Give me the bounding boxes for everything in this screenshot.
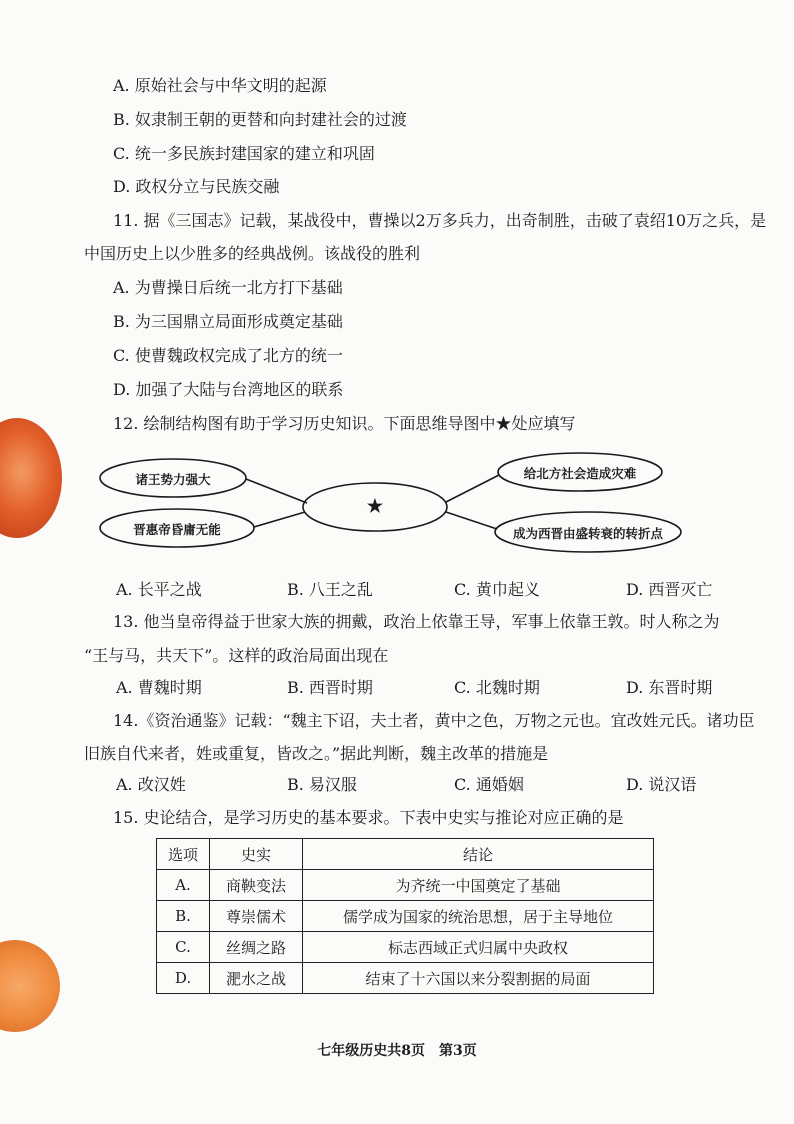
table-cell-conclusion: 结束了十六国以来分裂割据的局面 [303,963,654,994]
q10-option-d: D. 政权分立与民族交融 [113,177,280,196]
table-header-option: 选项 [157,839,210,870]
q14-option-c: C. 通婚姻 [454,775,524,794]
q13-option-a: A. 曹魏时期 [116,678,202,697]
q11-stem-line1: 11. 据《三国志》记载，某战役中，曹操以2万多兵力，出奇制胜，击破了袁绍10万之兵，是 [113,211,767,230]
q14-option-b: B. 易汉服 [287,775,357,794]
q12-node-left-bottom: 晋惠帝昏庸无能 [133,522,221,537]
table-cell-conclusion: 儒学成为国家的统治思想，居于主导地位 [303,901,654,932]
q13-option-c: C. 北魏时期 [454,678,540,697]
q12-node-left-top: 诸王势力强大 [135,472,211,487]
table-cell-conclusion: 标志西域正式归属中央政权 [303,932,654,963]
q14-stem-line2: 旧族自代来者，姓或重复，皆改之。”据此判断，魏主改革的措施是 [84,744,549,763]
table-header-conclusion: 结论 [303,839,654,870]
q15-table [156,838,654,994]
q12-option-c: C. 黄巾起义 [454,580,540,599]
q11-option-a: A. 为曹操日后统一北方打下基础 [113,278,343,297]
q12-node-center-star: ★ [366,496,384,517]
q13-option-d: D. 东晋时期 [626,678,713,697]
q13-stem-line2: “王与马，共天下”。这样的政治局面出现在 [84,646,389,665]
table-cell-option: B. [157,901,210,932]
table-cell-fact: 丝绸之路 [210,932,303,963]
q12-stem: 12. 绘制结构图有助于学习历史知识。下面思维导图中★处应填写 [113,414,576,433]
q12-option-d: D. 西晋灭亡 [626,580,713,599]
table-cell-option: A. [157,870,210,901]
table-cell-fact: 商鞅变法 [210,870,303,901]
table-header-row [157,839,654,870]
q13-option-b: B. 西晋时期 [287,678,373,697]
q11-option-d: D. 加强了大陆与台湾地区的联系 [113,380,344,399]
table-row [157,870,654,901]
q14-option-a: A. 改汉姓 [116,775,186,794]
q12-node-right-top: 给北方社会造成灾难 [523,466,637,481]
q11-option-b: B. 为三国鼎立局面形成奠定基础 [113,312,343,331]
q15-stem: 15. 史论结合，是学习历史的基本要求。下表中史实与推论对应正确的是 [113,808,624,827]
q10-option-a: A. 原始社会与中华文明的起源 [113,76,327,95]
q12-option-a: A. 长平之战 [116,580,202,599]
table-row [157,963,654,994]
page-footer: 七年级历史共8页 第3页 [317,1043,477,1059]
table-cell-fact: 尊崇儒术 [210,901,303,932]
q12-option-b: B. 八王之乱 [287,580,373,599]
table-cell-option: C. [157,932,210,963]
q11-option-c: C. 使曹魏政权完成了北方的统一 [113,346,343,365]
q12-node-right-bottom: 成为西晋由盛转衰的转折点 [512,526,663,541]
q10-option-b: B. 奴隶制王朝的更替和向封建社会的过渡 [113,110,407,129]
table-cell-option: D. [157,963,210,994]
q10-option-c: C. 统一多民族封建国家的建立和巩固 [113,144,375,163]
q13-stem-line1: 13. 他当皇帝得益于世家大族的拥戴，政治上依靠王导，军事上依靠王敦。时人称之为 [113,612,720,631]
q11-stem-line2: 中国历史上以少胜多的经典战例。该战役的胜利 [84,244,421,263]
table-row [157,901,654,932]
q14-option-d: D. 说汉语 [626,775,697,794]
q14-stem-line1: 14.《资治通鉴》记载：“魏主下诏，夫土者，黄中之色，万物之元也。宜改姓元氏。诸功臣 [113,711,755,730]
table-cell-fact: 淝水之战 [210,963,303,994]
table-cell-conclusion: 为齐统一中国奠定了基础 [303,870,654,901]
table-row [157,932,654,963]
table-header-fact: 史实 [210,839,303,870]
